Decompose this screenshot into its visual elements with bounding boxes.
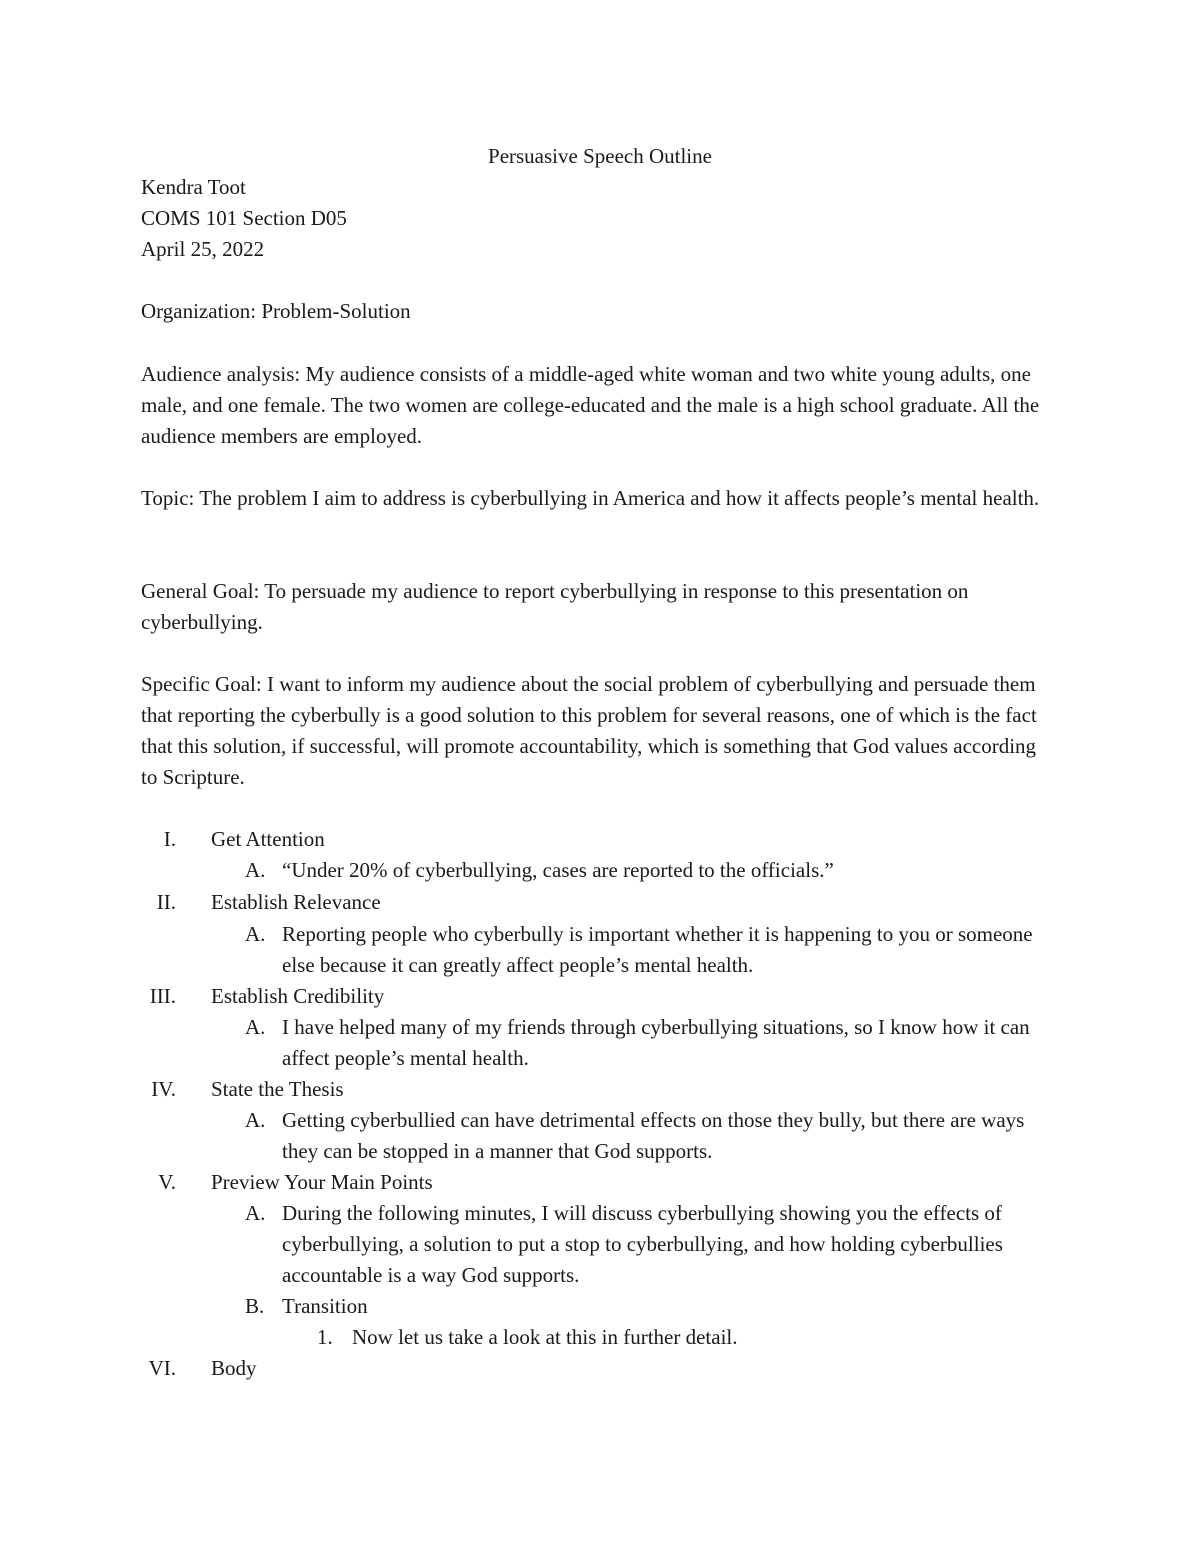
course-section: COMS 101 Section D05 xyxy=(141,206,347,230)
outline-item-text: Getting cyberbullied can have detrimental effects on those they bully, but there are ways they can be stopped in a manner that God supports. xyxy=(282,1108,1025,1163)
outline-numeral: VI. xyxy=(148,1356,176,1380)
outline-heading-state-thesis: State the Thesis xyxy=(211,1077,344,1101)
outline-letter: A. xyxy=(245,922,266,946)
outline-numeral: III. xyxy=(149,984,176,1008)
outline-item-text: Reporting people who cyberbully is important whether it is happening to you or someone else because it can greatly affect people’s mental health. xyxy=(282,922,1033,977)
outline-heading-body: Body xyxy=(211,1356,257,1380)
general-goal-paragraph: General Goal: To persuade my audience to report cyberbullying in response to this presentation on cyberbullying. xyxy=(141,579,969,634)
document-title: Persuasive Speech Outline xyxy=(488,144,712,168)
outline-letter: A. xyxy=(245,1108,266,1132)
outline-numeral: V. xyxy=(158,1170,176,1194)
outline-item-text: During the following minutes, I will discuss cyberbullying showing you the effects of cyberbullying, a solution to put a stop to cyberbullying, and how holding cyberbullies accountable is a way God supports. xyxy=(282,1201,1003,1287)
outline-item-text-transition: Transition xyxy=(282,1294,368,1318)
outline-item-text: “Under 20% of cyberbullying, cases are reported to the officials.” xyxy=(282,858,834,882)
outline-heading-get-attention: Get Attention xyxy=(211,827,325,851)
organization-line: Organization: Problem-Solution xyxy=(141,299,411,323)
outline-numeral: IV. xyxy=(151,1077,176,1101)
outline-heading-establish-relevance: Establish Relevance xyxy=(211,890,381,914)
outline-heading-preview-main-points: Preview Your Main Points xyxy=(211,1170,433,1194)
outline-numeral: I. xyxy=(163,827,176,851)
document-date: April 25, 2022 xyxy=(141,237,265,261)
outline-letter: B. xyxy=(245,1294,265,1318)
author-name: Kendra Toot xyxy=(141,175,246,199)
topic-paragraph: Topic: The problem I aim to address is cyberbullying in America and how it affects people’s mental health. xyxy=(141,486,1040,510)
outline-numeral: II. xyxy=(156,890,176,914)
outline-heading-establish-credibility: Establish Credibility xyxy=(211,984,385,1008)
outline-letter: A. xyxy=(245,858,266,882)
specific-goal-paragraph: Specific Goal: I want to inform my audience about the social problem of cyberbullying and persuade them that reporting the cyberbully is a good solution to this problem for several reasons, one of which is the fact that this solution, if successful, will promote accountability, which is something that God values according to Scripture. xyxy=(141,672,1037,789)
outline-letter: A. xyxy=(245,1201,266,1225)
outline-sub-number: 1. xyxy=(317,1325,333,1349)
outline-item-text: I have helped many of my friends through cyberbullying situations, so I know how it can affect people’s mental health. xyxy=(282,1015,1030,1070)
audience-analysis-paragraph: Audience analysis: My audience consists of a middle-aged white woman and two white young adults, one male, and one female. The two women are college-educated and the male is a high school graduate. All the audience members are employed. xyxy=(141,362,1040,448)
outline-sub-item-text: Now let us take a look at this in further detail. xyxy=(352,1325,738,1349)
outline-letter: A. xyxy=(245,1015,266,1039)
